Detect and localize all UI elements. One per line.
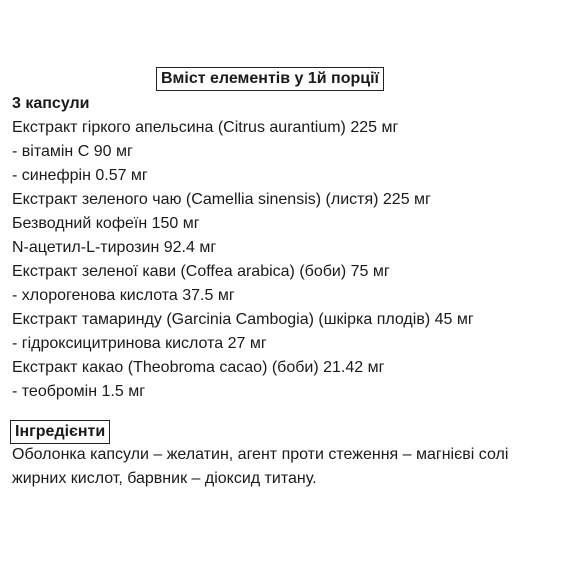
composition-line: - теобромін 1.5 мг: [12, 383, 146, 400]
composition-line: Екстракт зеленого чаю (Camellia sinensis) (листя) 225 мг: [12, 191, 431, 208]
composition-title: Вміст елементів у 1й порції: [156, 67, 384, 91]
composition-line: - синефрін 0.57 мг: [12, 167, 148, 184]
composition-line: Екстракт какао (Theobroma cacao) (боби) 21.42 мг: [12, 359, 385, 376]
serving-size: 3 капсули: [12, 95, 90, 112]
composition-line: - вітамін С 90 мг: [12, 143, 133, 160]
composition-list: [12, 92, 474, 404]
ingredients-title: Інгредієнти: [10, 420, 110, 444]
composition-line: - гідроксицитринова кислота 27 мг: [12, 335, 267, 352]
ingredients-text: [12, 443, 564, 491]
composition-line: Екстракт гіркого апельсина (Citrus aurantium) 225 мг: [12, 119, 399, 136]
composition-line: N-ацетил-L-тирозин 92.4 мг: [12, 239, 217, 256]
composition-line: Безводний кофеїн 150 мг: [12, 215, 200, 232]
composition-line: Екстракт тамаринду (Garcinia Cambogia) (шкірка плодів) 45 мг: [12, 311, 474, 328]
ingredients-line: Оболонка капсули – желатин, агент проти стеження – магнієві солі: [12, 446, 509, 463]
composition-line: - хлорогенова кислота 37.5 мг: [12, 287, 235, 304]
ingredients-line: жирних кислот, барвник – діоксид титану.: [12, 470, 317, 487]
composition-line: Екстракт зеленої кави (Coffea arabica) (боби) 75 мг: [12, 263, 390, 280]
